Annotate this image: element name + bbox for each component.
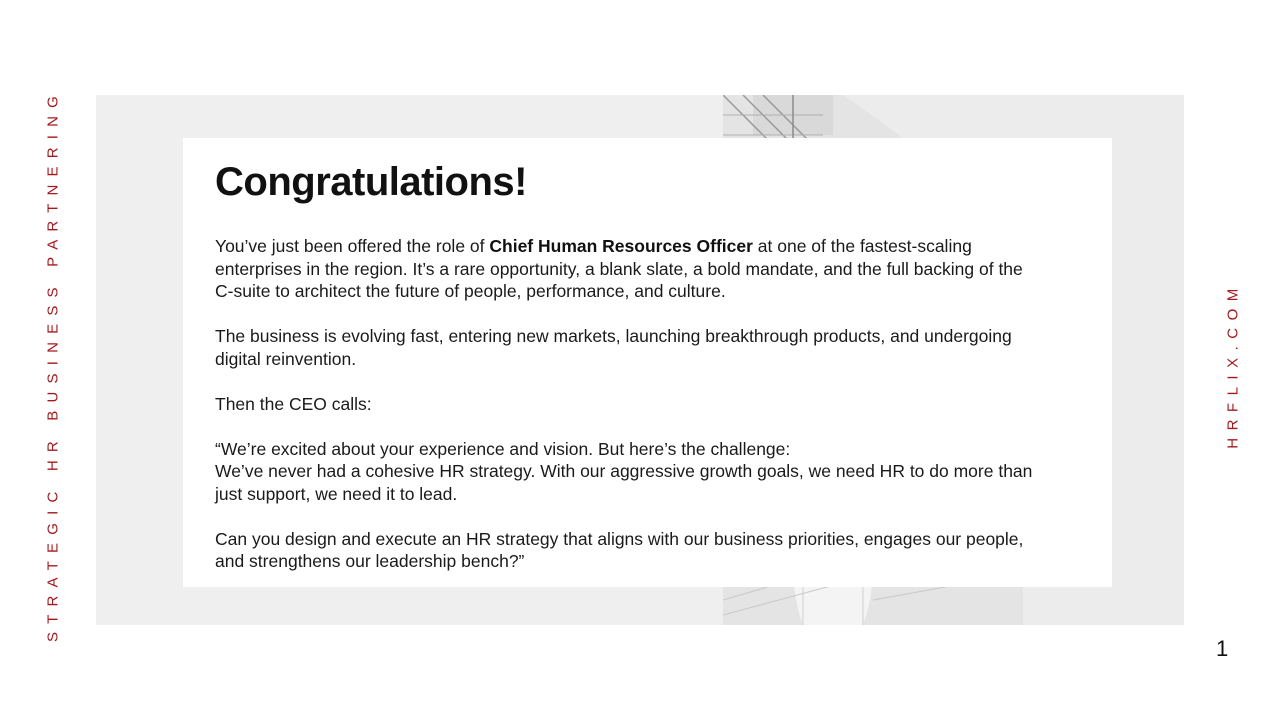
- offer-text-before: You’ve just been offered the role of: [215, 236, 490, 256]
- role-title: Chief Human Resources Officer: [489, 236, 753, 256]
- content-card: [183, 138, 1112, 587]
- paragraph-offer: [215, 235, 1045, 303]
- slide-title: Congratulations!: [215, 160, 527, 204]
- quote-line-2: We’ve never had a cohesive HR strategy. With our aggressive growth goals, we need HR to do more than just support, we need it to lead.: [215, 461, 1033, 504]
- body-text: [215, 235, 1045, 573]
- paragraph-ceo-calls: Then the CEO calls:: [215, 393, 372, 414]
- side-label-right: HRFLIX.COM: [1224, 281, 1242, 449]
- quote-line-1: “We’re excited about your experience and vision. But here’s the challenge:: [215, 438, 791, 459]
- side-label-left: STRATEGIC HR BUSINESS PARTNERING: [44, 87, 62, 643]
- page-number: 1: [1216, 636, 1229, 661]
- paragraph-question: Can you design and execute an HR strategy that aligns with our business priorities, engages our people, and strengthens our leadership bench?”: [215, 528, 1024, 571]
- paragraph-business: The business is evolving fast, entering new markets, launching breakthrough products, and undergoing digital reinvention.: [215, 326, 1012, 369]
- offer-text-after: at one of the fastest-scaling enterprises in the region. It’s a rare opportunity, a blank slate, a bold mandate, and the full backing of the C-suite to architect the future of people, performance, and culture.: [215, 236, 1023, 301]
- paragraph-ceo-quote: [215, 438, 1045, 506]
